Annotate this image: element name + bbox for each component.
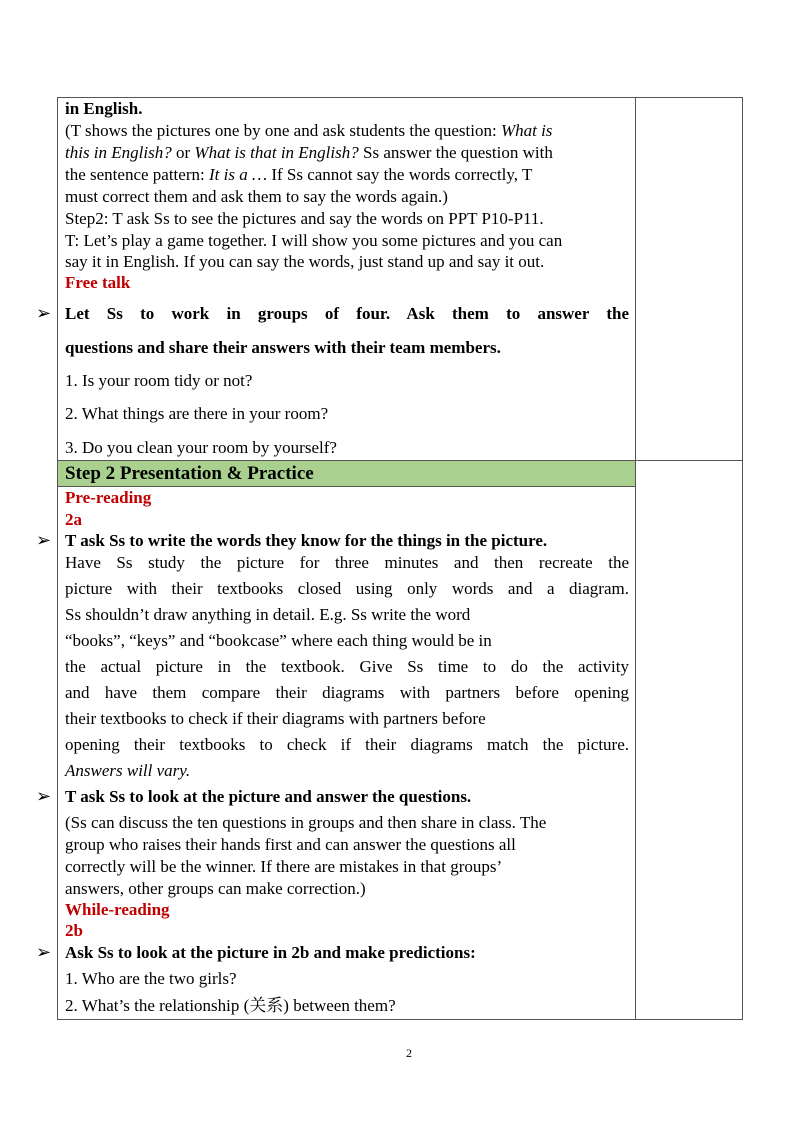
text-span: Ss answer the question with (358, 143, 553, 162)
question-item: 2. What’s the relationship (关系) between them? (65, 996, 396, 1015)
step-2-title: Step 2 Presentation & Practice (65, 463, 314, 484)
text-line: T ask Ss to look at the picture and answer the questions. (65, 787, 472, 806)
text-line: Step2: T ask Ss to see the pictures and say the words on PPT P10-P11. (65, 209, 544, 228)
text-span: If Ss cannot say the words correctly, T (267, 165, 533, 184)
text-line: Let Ss to work in groups of four. Ask them to answer the (65, 304, 629, 323)
bullet-arrow-icon: ➢ (36, 786, 52, 807)
text-line: correctly will be the winner. If there are mistakes in that groups’ (65, 857, 503, 876)
text-line: picture with their textbooks closed using only words and a diagram. (65, 579, 629, 598)
text-line: “books”, “keys” and “bookcase” where each thing would be in (65, 631, 492, 650)
question-item: 2. What things are there in your room? (65, 404, 329, 423)
question-item: 3. Do you clean your room by yourself? (65, 438, 337, 457)
question-item: 1. Is your room tidy or not? (65, 371, 253, 390)
text-line (65, 165, 532, 185)
activity-2a-label: 2a (65, 510, 82, 529)
question-item: 1. Who are the two girls? (65, 969, 237, 988)
text-span: What is that in English? (194, 143, 359, 162)
bullet-arrow-icon: ➢ (36, 303, 52, 324)
pre-reading-heading: Pre-reading (65, 488, 152, 507)
text-line: Answers will vary. (65, 761, 191, 780)
bullet-arrow-icon: ➢ (36, 530, 52, 551)
activity-2b-label: 2b (65, 921, 83, 940)
text-line: and have them compare their diagrams with partners before opening (65, 683, 629, 702)
text-line: must correct them and ask them to say the words again.) (65, 187, 448, 206)
text-span: What is (500, 121, 553, 140)
step-header-divider (57, 486, 635, 487)
text-line: T ask Ss to write the words they know for the things in the picture. (65, 531, 548, 550)
text-line (65, 143, 553, 163)
text-span: or (171, 143, 195, 162)
text-line: in English. (65, 99, 143, 118)
text-line: group who raises their hands first and can answer the questions all (65, 835, 516, 854)
text-line: answers, other groups can make correction.) (65, 879, 366, 898)
text-line: Have Ss study the picture for three minutes and then recreate the (65, 553, 629, 572)
text-line: the actual picture in the textbook. Give Ss time to do the activity (65, 657, 629, 676)
while-reading-heading: While-reading (65, 900, 170, 919)
text-line: questions and share their answers with their team members. (65, 338, 501, 357)
text-line: Ss shouldn’t draw anything in detail. E.g. Ss write the word (65, 605, 471, 624)
text-line: say it in English. If you can say the words, just stand up and say it out. (65, 252, 545, 271)
text-line (65, 121, 552, 141)
text-span: this in English? (65, 143, 172, 162)
bullet-arrow-icon: ➢ (36, 942, 52, 963)
text-span: the sentence pattern: (65, 165, 209, 184)
text-line: T: Let’s play a game together. I will show you some pictures and you can (65, 231, 563, 250)
text-line: Ask Ss to look at the picture in 2b and make predictions: (65, 943, 476, 962)
table-column-divider (635, 97, 636, 1020)
text-line: opening their textbooks to check if their diagrams match the picture. (65, 735, 629, 754)
page-number: 2 (406, 1046, 412, 1060)
text-span: It is a … (208, 165, 268, 184)
free-talk-heading: Free talk (65, 273, 131, 292)
text-span: (T shows the pictures one by one and ask students the question: (65, 121, 501, 140)
text-line: (Ss can discuss the ten questions in groups and then share in class. The (65, 813, 547, 832)
text-line: their textbooks to check if their diagrams with partners before (65, 709, 486, 728)
